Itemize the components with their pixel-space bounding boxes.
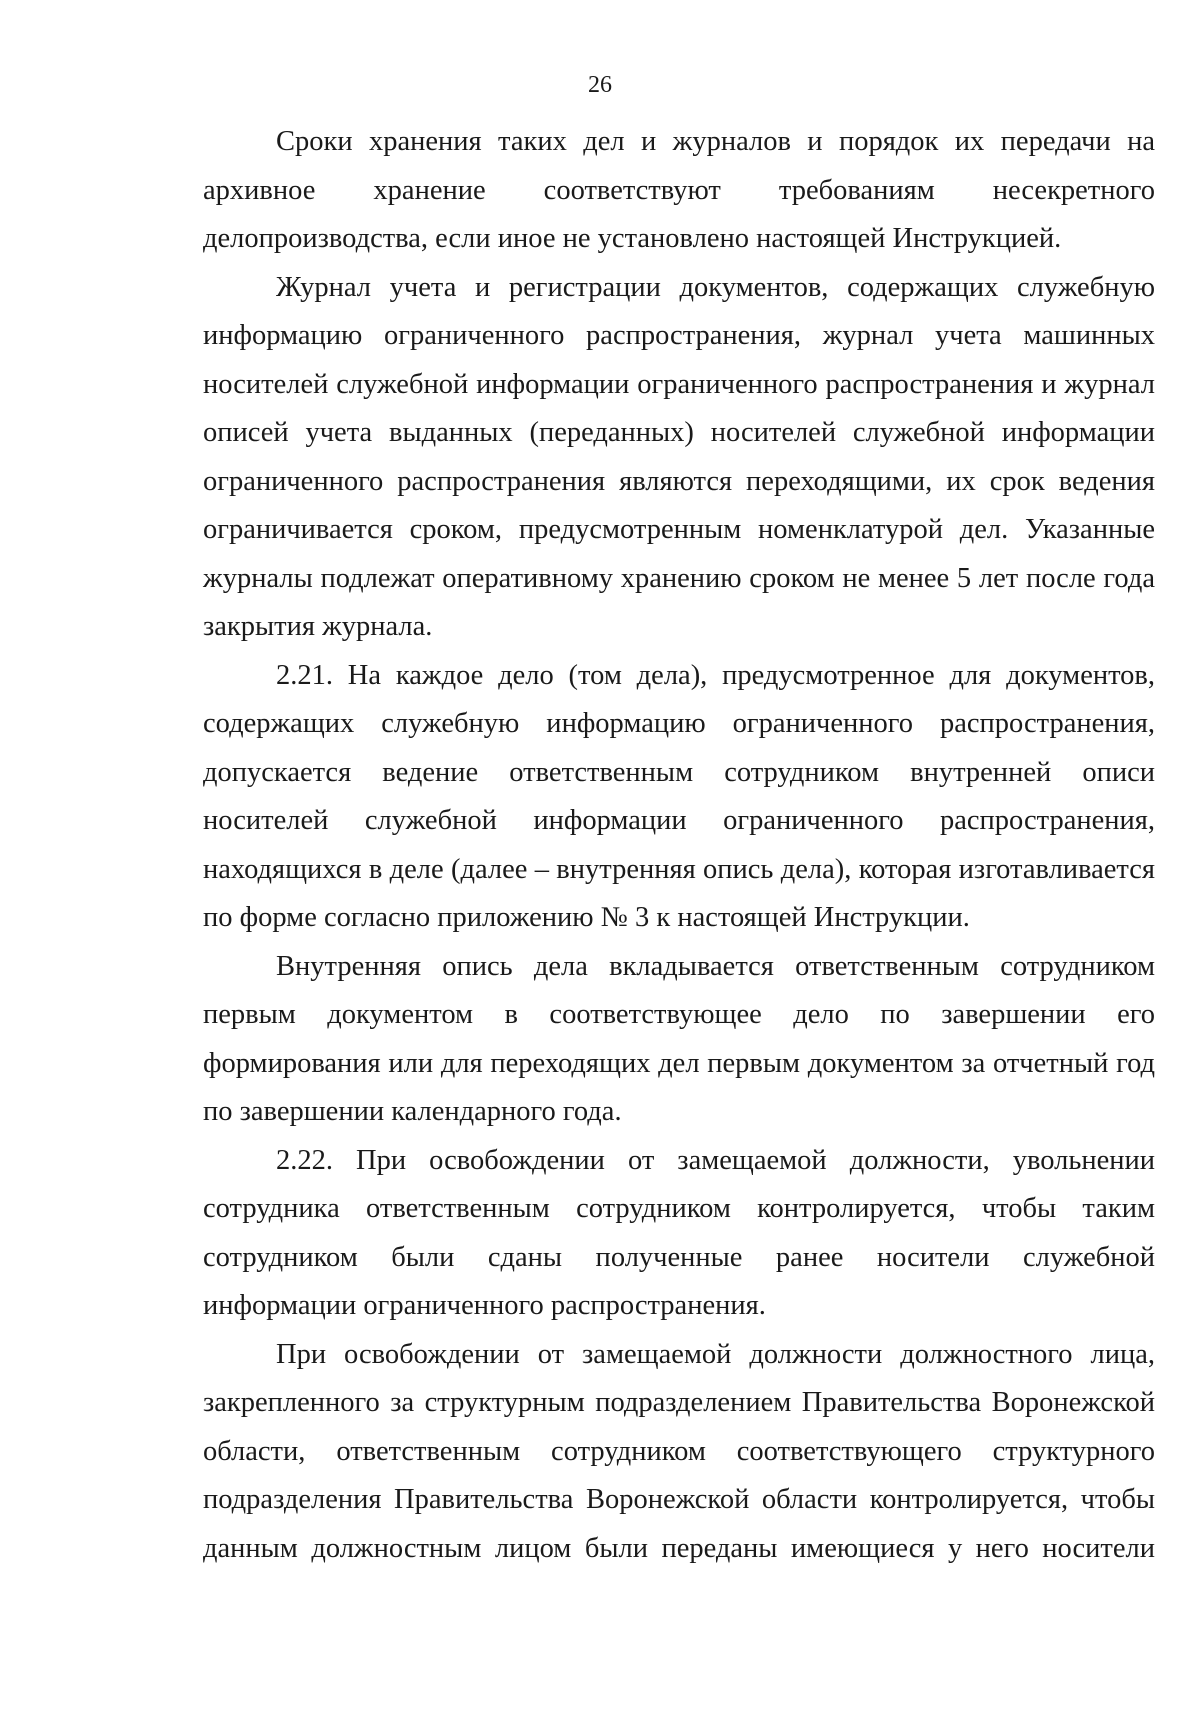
- paragraph-official-transfer: При освобождении от замещаемой должности должностного лица, закрепленного за структурным подразделением Правительства Воронежской области, ответственным сотрудником соответствующего структурного подразделения Правительства Воронежской области контролируется, чтобы данным должностным лицом были переданы имеющиеся у него носители: [203, 1338, 1155, 1564]
- document-body: [203, 118, 1155, 1573]
- page-number: 26: [588, 72, 612, 98]
- paragraph-registration-journals: Журнал учета и регистрации документов, содержащих служебную информацию ограниченного распространения, журнал учета машинных носителей служебной информации ограниченного распространения и журнал описей учета выданных (переданных) носителей служебной информации ограниченного распространения являются переходящими, их срок ведения ограничивается сроком, предусмотренным номенклатурой дел. Указанные журналы подлежат оперативному хранению сроком не менее 5 лет после года закрытия журнала.: [203, 271, 1155, 642]
- paragraph-storage-periods: Сроки хранения таких дел и журналов и порядок их передачи на архивное хранение соответствуют требованиям несекретного делопроизводства, если иное не установлено настоящей Инструкцией.: [203, 126, 1155, 254]
- paragraph-2-22-dismissal-control: 2.22. При освобождении от замещаемой должности, увольнении сотрудника ответственным сотрудником контролируется, чтобы таким сотрудником были сданы полученные ранее носители служебной информации ограниченного распространения.: [203, 1144, 1155, 1321]
- paragraph-2-21-internal-inventory: 2.21. На каждое дело (том дела), предусмотренное для документов, содержащих служебную информацию ограниченного распространения, допускается ведение ответственным сотрудником внутренней описи носителей служебной информации ограниченного распространения, находящихся в деле (далее – внутренняя опись дела), которая изготавливается по форме согласно приложению № 3 к настоящей Инструкции.: [203, 659, 1155, 933]
- paragraph-inventory-placement: Внутренняя опись дела вкладывается ответственным сотрудником первым документом в соответствующее дело по завершении его формирования или для переходящих дел первым документом за отчетный год по завершении календарного года.: [203, 950, 1155, 1127]
